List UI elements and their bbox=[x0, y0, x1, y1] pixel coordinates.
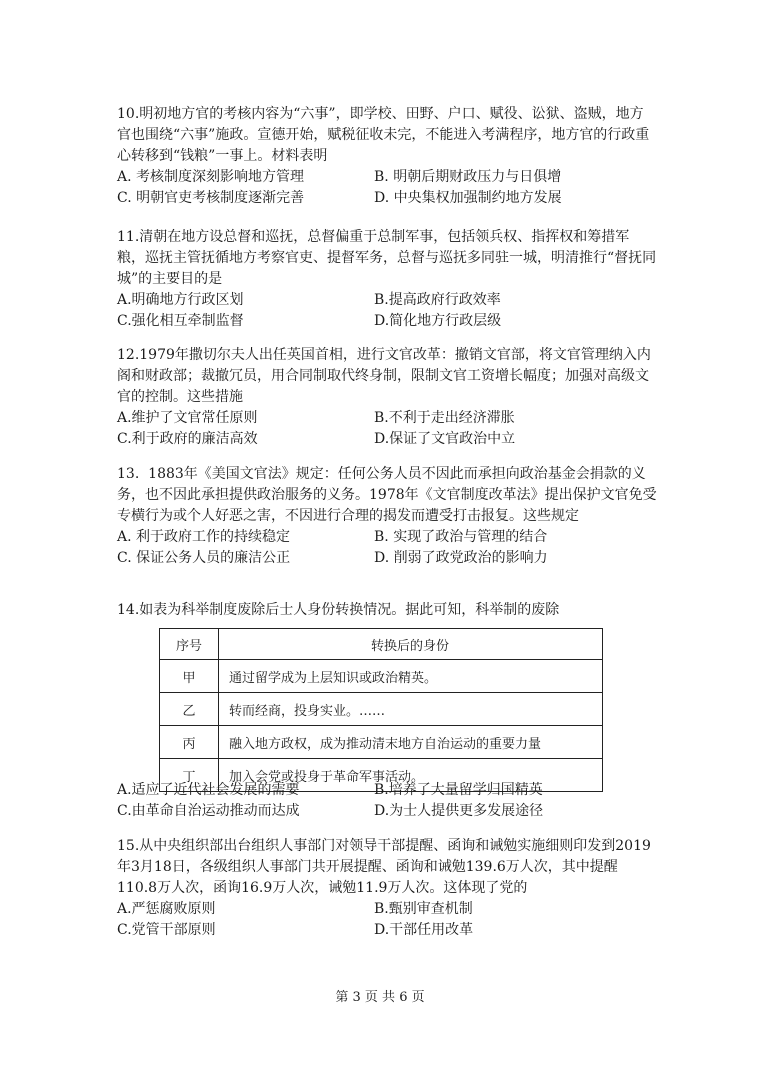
question-10 bbox=[117, 104, 657, 209]
options bbox=[117, 408, 657, 450]
option-a: A.严惩腐败原则 bbox=[117, 901, 216, 917]
options bbox=[117, 290, 657, 332]
row-text: 融入地方政权，成为推动清末地方自治运动的重要力量 bbox=[219, 726, 603, 759]
column-header-no: 序号 bbox=[160, 629, 219, 660]
identity-table bbox=[159, 628, 603, 792]
option-d: D.干部任用改革 bbox=[374, 922, 474, 938]
question-13 bbox=[117, 464, 657, 569]
question-12 bbox=[117, 345, 657, 450]
row-label: 丙 bbox=[160, 726, 219, 759]
question-stem: 12.1979年撒切尔夫人出任英国首相，进行文官改革：撤销文官部，将文官管理纳入内阁和财政部；裁撤冗员，用合同制取代终身制，限制文官工资增长幅度；加强对高级文官的控制。这些措施 bbox=[117, 347, 651, 405]
row-text: 加入会党或投身于革命军事活动。 bbox=[219, 759, 603, 792]
option-c: C.利于政府的廉洁高效 bbox=[117, 431, 258, 447]
option-a: A.适应了近代社会发展的需要 bbox=[117, 782, 300, 798]
row-text: 转而经商，投身实业。…… bbox=[219, 693, 603, 726]
option-b: B.培养了大量留学归国精英 bbox=[374, 782, 543, 798]
question-14 bbox=[117, 600, 657, 621]
option-a: A. 考核制度深刻影响地方管理 bbox=[117, 169, 305, 185]
question-stem: 10.明初地方官的考核内容为“六事”，即学校、田野、户口、赋役、讼狱、盗贼，地方官也围绕“六事”施政。宣德开始，赋税征收未完，不能进入考满程序，地方官的行政重心转移到“钱粮”一事上。材料表明 bbox=[117, 106, 650, 164]
table-header-row bbox=[160, 629, 603, 660]
page-footer: 第 3 页 共 6 页 bbox=[335, 990, 425, 1005]
option-a: A.维护了文官常任原则 bbox=[117, 410, 258, 426]
option-a: A. 利于政府工作的持续稳定 bbox=[117, 529, 291, 545]
option-b: B.不利于走出经济滞胀 bbox=[374, 410, 515, 426]
question-stem: 14.如表为科举制度废除后士人身份转换情况。据此可知，科举制的废除 bbox=[117, 602, 560, 618]
option-d: D.保证了文官政治中立 bbox=[374, 431, 516, 447]
row-text: 通过留学成为上层知识或政治精英。 bbox=[219, 660, 603, 693]
option-c: C.强化相互牵制监督 bbox=[117, 313, 244, 329]
options bbox=[117, 780, 657, 822]
option-b: B.甄别审查机制 bbox=[374, 901, 473, 917]
column-header-identity: 转换后的身份 bbox=[219, 629, 603, 660]
option-b: B. 实现了政治与管理的结合 bbox=[374, 529, 548, 545]
option-a: A.明确地方行政区划 bbox=[117, 292, 244, 308]
question-stem: 11.清朝在地方设总督和巡抚，总督偏重于总制军事，包括领兵权、指挥权和筹措军粮，巡抚主管抚循地方考察官吏、提督军务，总督与巡抚多同驻一城，明清推行“督抚同城”的主要目的是 bbox=[117, 229, 657, 287]
row-label: 乙 bbox=[160, 693, 219, 726]
option-c: C. 保证公务人员的廉洁公正 bbox=[117, 550, 291, 566]
option-c: C. 明朝官吏考核制度逐渐完善 bbox=[117, 190, 305, 206]
options bbox=[117, 899, 657, 941]
question-14-options bbox=[117, 780, 657, 822]
option-d: D.简化地方行政层级 bbox=[374, 313, 502, 329]
option-d: D. 中央集权加强制约地方发展 bbox=[374, 190, 562, 206]
table-row bbox=[160, 660, 603, 693]
table-row bbox=[160, 726, 603, 759]
option-c: C.党管干部原则 bbox=[117, 922, 216, 938]
question-11 bbox=[117, 227, 657, 332]
question-15 bbox=[117, 836, 657, 941]
option-c: C.由革命自治运动推动而达成 bbox=[117, 803, 300, 819]
option-b: B.提高政府行政效率 bbox=[374, 292, 501, 308]
question-stem: 13. 1883年《美国文官法》规定：任何公务人员不因此而承担向政治基金会捐款的义务，也不因此承担提供政治服务的义务。1978年《文官制度改革法》提出保护文官免受专横行为或个人好恶之害，不因进行合理的揭发而遭受打击报复。这些规定 bbox=[117, 466, 657, 524]
row-label: 甲 bbox=[160, 660, 219, 693]
options bbox=[117, 167, 657, 209]
option-b: B. 明朝后期财政压力与日俱增 bbox=[374, 169, 562, 185]
option-d: D. 削弱了政党政治的影响力 bbox=[374, 550, 548, 566]
row-label: 丁 bbox=[160, 759, 219, 792]
table-row bbox=[160, 693, 603, 726]
option-d: D.为士人提供更多发展途径 bbox=[374, 803, 544, 819]
question-stem: 15.从中央组织部出台组织人事部门对领导干部提醒、函询和诫勉实施细则印发到2019年3月18日，各级组织人事部门共开展提醒、函询和诫勉139.6万人次，其中提醒110.8万人次，函询16.9万人次，诫勉11.9万人次。这体现了党的 bbox=[117, 838, 651, 896]
options bbox=[117, 527, 657, 569]
